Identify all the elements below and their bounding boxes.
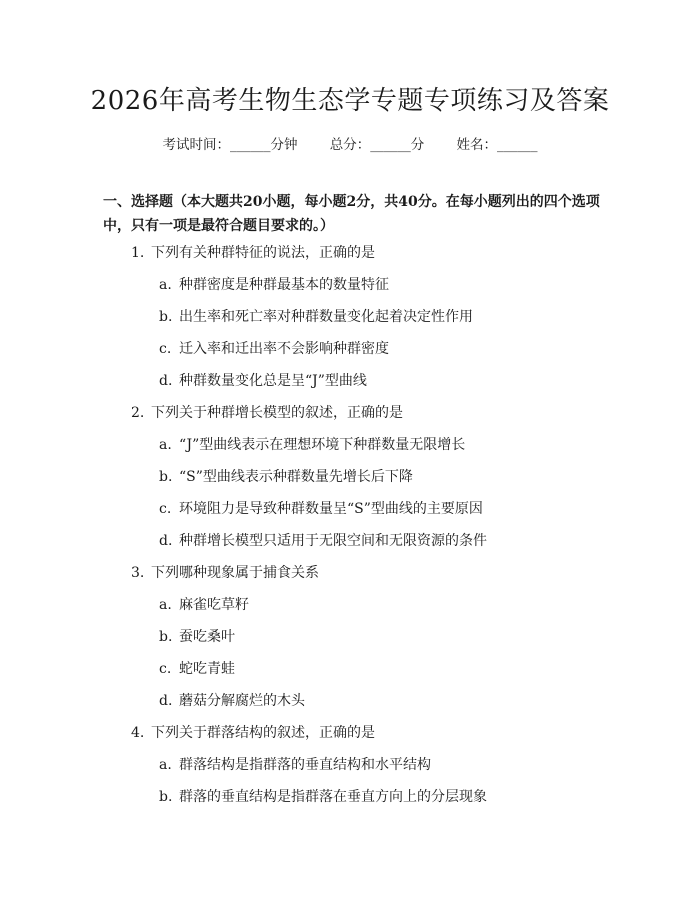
question-1-option-d — [0, 371, 700, 403]
question-1-option-b — [0, 307, 700, 339]
question-stem: 下列关于群落结构的叙述，正确的是 — [151, 725, 375, 741]
question-2-option-c — [0, 499, 700, 531]
student-name-field: 姓名：______ — [456, 137, 538, 153]
exam-info-line — [0, 133, 700, 153]
option-letter: a. — [159, 437, 172, 453]
question-1-option-c — [0, 339, 700, 371]
section-heading: 一、选择题（本大题共20小题，每小题2分，共40分。在每小题列出的四个选项中，只有一项是最符合题目要求的。） — [103, 194, 600, 234]
option-letter: d. — [159, 533, 173, 549]
option-text: 蘑菇分解腐烂的木头 — [179, 693, 305, 709]
page-title: 2026年高考生物生态学专题专项练习及答案 — [90, 86, 610, 116]
option-text: 麻雀吃草籽 — [179, 597, 249, 613]
question-number: 2. — [131, 405, 145, 421]
option-letter: b. — [159, 469, 173, 485]
question-4-option-b — [0, 787, 700, 819]
option-letter: c. — [159, 501, 172, 517]
option-letter: c. — [159, 661, 172, 677]
option-text: 种群增长模型只适用于无限空间和无限资源的条件 — [179, 533, 487, 549]
question-3 — [0, 563, 700, 595]
option-letter: a. — [159, 597, 172, 613]
option-text: 群落的垂直结构是指群落在垂直方向上的分层现象 — [179, 789, 487, 805]
question-number: 4. — [131, 725, 145, 741]
question-number: 3. — [131, 565, 145, 581]
exam-time-field: 考试时间：______分钟 — [162, 137, 298, 153]
option-text: 蚕吃桑叶 — [179, 629, 235, 645]
question-stem: 下列有关种群特征的说法，正确的是 — [151, 245, 375, 261]
option-letter: b. — [159, 789, 173, 805]
option-text: 种群密度是种群最基本的数量特征 — [179, 277, 389, 293]
question-stem: 下列哪种现象属于捕食关系 — [151, 565, 319, 581]
option-letter: d. — [159, 693, 173, 709]
option-letter: d. — [159, 373, 173, 389]
question-3-option-b — [0, 627, 700, 659]
question-1 — [0, 243, 700, 275]
question-list — [0, 243, 700, 819]
option-text: 出生率和死亡率对种群数量变化起着决定性作用 — [179, 309, 473, 325]
option-text: 种群数量变化总是呈“J”型曲线 — [179, 373, 367, 389]
total-score-field: 总分：______分 — [329, 137, 425, 153]
option-letter: c. — [159, 341, 172, 357]
option-letter: a. — [159, 277, 172, 293]
question-2 — [0, 403, 700, 435]
option-letter: b. — [159, 629, 173, 645]
question-1-option-a — [0, 275, 700, 307]
question-3-option-c — [0, 659, 700, 691]
option-text: 环境阻力是导致种群数量呈“S”型曲线的主要原因 — [179, 501, 483, 517]
question-2-option-d — [0, 531, 700, 563]
option-text: “J”型曲线表示在理想环境下种群数量无限增长 — [179, 437, 466, 453]
question-4-option-a — [0, 755, 700, 787]
option-text: “S”型曲线表示种群数量先增长后下降 — [179, 469, 413, 485]
option-text: 蛇吃青蛙 — [179, 661, 235, 677]
question-number: 1. — [131, 245, 145, 261]
option-text: 群落结构是指群落的垂直结构和水平结构 — [179, 757, 431, 773]
question-3-option-d — [0, 691, 700, 723]
question-stem: 下列关于种群增长模型的叙述，正确的是 — [151, 405, 403, 421]
option-letter: b. — [159, 309, 173, 325]
option-letter: a. — [159, 757, 172, 773]
question-4 — [0, 723, 700, 755]
question-2-option-b — [0, 467, 700, 499]
option-text: 迁入率和迁出率不会影响种群密度 — [179, 341, 389, 357]
question-3-option-a — [0, 595, 700, 627]
question-2-option-a — [0, 435, 700, 467]
